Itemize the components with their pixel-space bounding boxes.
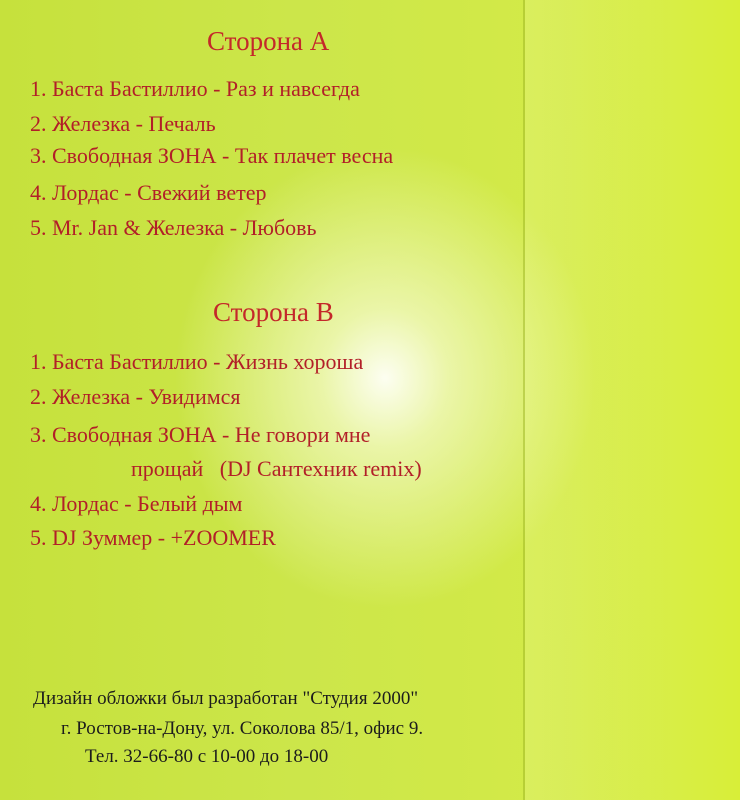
side-b-title: Сторона В xyxy=(213,297,334,327)
footer-phone: Тел. 32-66-80 с 10-00 до 18-00 xyxy=(85,746,329,767)
side-a-track-2: 2. Железка - Печаль xyxy=(30,111,216,136)
footer-designer: Дизайн обложки был разработан "Студия 2000" xyxy=(33,688,419,709)
side-b-track-3: 3. Свободная ЗОНА - Не говори мне xyxy=(30,422,371,447)
side-a-track-4: 4. Лордас - Свежий ветер xyxy=(30,180,267,205)
side-b-track-1: 1. Баста Бастиллио - Жизнь хороша xyxy=(30,349,364,374)
side-b-track-5: 5. DJ Зуммер - +ZOOMER xyxy=(30,525,276,550)
side-b-track-2: 2. Железка - Увидимся xyxy=(30,384,241,409)
side-a-track-3: 3. Свободная ЗОНА - Так плачет весна xyxy=(30,143,394,168)
side-a-track-5: 5. Mr. Jan & Железка - Любовь xyxy=(30,215,317,240)
side-b-track-4: 4. Лордас - Белый дым xyxy=(30,491,243,516)
footer-address: г. Ростов-на-Дону, ул. Соколова 85/1, офис 9. xyxy=(61,718,424,739)
side-a-title: Сторона А xyxy=(207,26,330,56)
side-a-track-1: 1. Баста Бастиллио - Раз и навсегда xyxy=(30,76,360,101)
fold-line xyxy=(523,0,525,800)
fold-panel xyxy=(525,0,740,800)
side-b-track-3-continued: прощай (DJ Сантехник remix) xyxy=(131,456,422,481)
